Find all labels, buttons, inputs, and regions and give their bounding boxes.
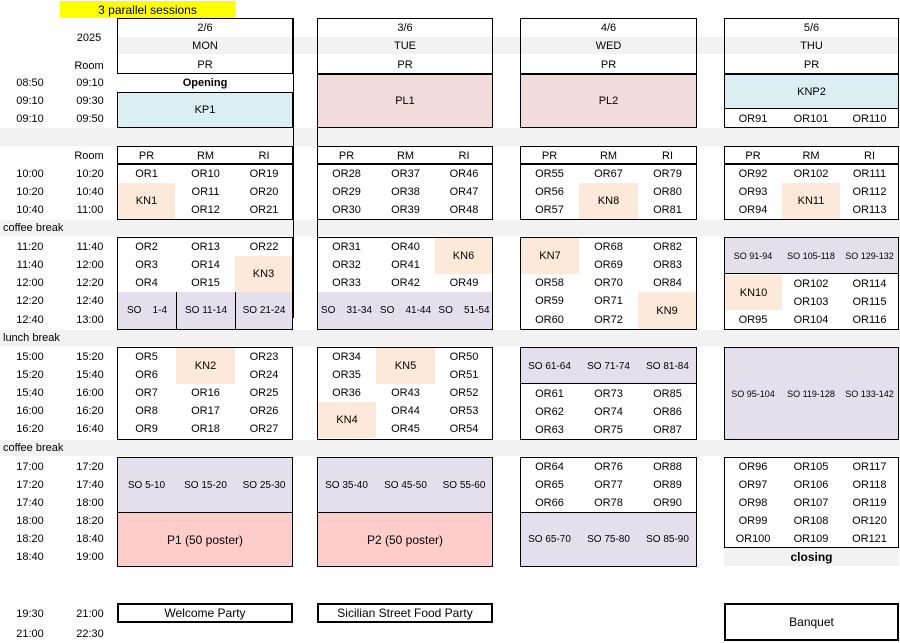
time-start: 10:00	[16, 168, 44, 180]
cell: OR50	[449, 351, 479, 363]
cell: OR72	[594, 314, 623, 326]
room-rm: RM	[396, 149, 415, 162]
cell: OR85	[653, 388, 682, 400]
cell: OR88	[653, 461, 682, 473]
cell: OR112	[852, 186, 887, 198]
time-start: 18:00	[16, 515, 44, 527]
cell: OR62	[535, 406, 564, 418]
day-date: 3/6	[397, 21, 413, 34]
cell: OR57	[535, 204, 564, 216]
gray-strip	[0, 440, 900, 456]
cell: OR78	[594, 497, 623, 509]
cell: OR8	[135, 405, 158, 417]
time-end: 17:40	[76, 479, 104, 491]
cell: OR45	[391, 423, 420, 435]
so-cell: SO 61-64	[528, 360, 571, 372]
time-start: 11:40	[16, 259, 44, 271]
cell: OR81	[653, 204, 682, 216]
so-cell: SO 71-74	[587, 360, 630, 372]
cell: OR98	[738, 497, 768, 509]
cell: OR119	[852, 497, 887, 509]
p2-poster: P2 (50 poster)	[318, 512, 492, 566]
time-end: 09:30	[76, 95, 104, 107]
so-cell: SO 35-40	[325, 479, 368, 491]
room-ri: RI	[864, 149, 875, 162]
cell: OR43	[391, 387, 420, 399]
so-cell: SO 15-20	[184, 479, 227, 491]
kn6: KN6	[435, 238, 492, 274]
cell: OR121	[852, 532, 887, 545]
room-ri: RI	[662, 149, 673, 162]
time-start: 12:00	[16, 277, 44, 289]
so-cell: SO 1-4	[118, 292, 176, 329]
time-start: 19:30	[16, 608, 44, 620]
pl1: PL1	[317, 74, 493, 128]
so-cell: SO 91-94	[733, 251, 773, 261]
so-cell: SO 65-70	[528, 533, 571, 545]
cell: OR55	[535, 168, 564, 180]
time-start: 11:20	[16, 241, 44, 253]
cell: OR41	[391, 259, 420, 271]
cell: OR65	[535, 479, 564, 491]
cell: OR74	[594, 406, 623, 418]
cell: OR80	[653, 186, 682, 198]
kn10: KN10	[725, 275, 782, 310]
cell: OR32	[332, 259, 361, 271]
cell: OR87	[653, 424, 682, 436]
so-cell: SO 21-24	[235, 292, 292, 329]
cell: OR103	[793, 296, 829, 308]
kn9: KN9	[638, 292, 696, 329]
cell: OR106	[793, 479, 829, 491]
time-end: 12:40	[76, 295, 104, 307]
time-start: 17:00	[16, 461, 44, 473]
cell: OR68	[594, 241, 623, 253]
so-cell: SO 129-132	[845, 251, 894, 261]
cell: OR26	[249, 405, 279, 417]
cell: OR39	[391, 204, 420, 216]
cell: OR13	[191, 241, 220, 253]
cell: OR49	[449, 277, 479, 289]
day-date: 4/6	[600, 21, 617, 34]
coffee-break-label: coffee break	[3, 442, 64, 454]
banquet: Banquet	[724, 603, 899, 641]
cell: OR9	[135, 423, 158, 435]
cell: OR20	[249, 186, 279, 198]
cell: OR104	[793, 314, 829, 326]
time-end: 10:20	[76, 168, 104, 180]
cell: OR47	[449, 186, 479, 198]
pl2: PL2	[520, 74, 697, 128]
cell: OR3	[135, 259, 158, 271]
room-pr: PR	[397, 58, 413, 71]
closing: closing	[724, 548, 899, 566]
cell: OR107	[793, 497, 829, 509]
cell: OR46	[449, 168, 479, 180]
time-start: 15:20	[16, 369, 44, 381]
so-cell: SO 5-10	[127, 479, 166, 491]
cell: OR11	[191, 186, 220, 198]
time-end: 12:00	[76, 259, 104, 271]
day-name: WED	[595, 39, 622, 52]
cell: OR16	[191, 387, 220, 399]
time-end: 09:10	[76, 77, 104, 89]
day-name: MON	[192, 39, 218, 52]
so-cell: SO 41-44	[379, 305, 432, 316]
cell: OR58	[535, 277, 564, 289]
time-start: 18:40	[16, 551, 44, 563]
cell: OR114	[852, 278, 887, 290]
cell: OR30	[332, 204, 361, 216]
cell: OR118	[852, 479, 887, 491]
cell: OR93	[738, 186, 768, 198]
time-end: 18:20	[76, 515, 104, 527]
so-cell: SO 31-34	[320, 305, 373, 316]
time-end: 11:40	[76, 241, 104, 253]
time-end: 18:00	[76, 497, 104, 509]
cell: OR42	[391, 277, 420, 289]
cell: OR97	[738, 479, 768, 491]
cell: OR73	[594, 388, 623, 400]
so-cell: SO 75-80	[587, 533, 630, 545]
lunch-break-label: lunch break	[3, 332, 60, 344]
cell: OR120	[852, 515, 887, 527]
cell: OR59	[535, 295, 564, 307]
room-rm: RM	[599, 149, 618, 162]
time-start: 15:00	[16, 351, 44, 363]
time-start: 17:40	[16, 497, 44, 509]
time-start: 15:40	[16, 387, 44, 399]
cell: OR105	[793, 461, 829, 473]
time-end: 09:50	[76, 113, 104, 125]
day-date: 2/6	[197, 21, 213, 34]
cell: OR17	[191, 405, 220, 417]
time-start: 09:10	[16, 95, 44, 107]
opening: Opening	[182, 77, 228, 89]
cell: OR70	[594, 277, 623, 289]
cell: OR71	[594, 295, 623, 307]
room-pr: PR	[745, 149, 761, 162]
cell: OR22	[249, 241, 279, 253]
so-cell: SO 45-50	[384, 479, 427, 491]
cell: OR60	[535, 314, 564, 326]
cell: OR61	[535, 388, 564, 400]
cell: OR66	[535, 497, 564, 509]
cell: OR25	[249, 387, 279, 399]
time-end: 15:20	[76, 351, 104, 363]
so-cell: SO 25-30	[242, 479, 286, 491]
cell: OR36	[332, 387, 361, 399]
kn7: KN7	[521, 238, 579, 274]
room-pr: PR	[541, 149, 558, 162]
kn8: KN8	[579, 183, 638, 219]
cell: OR95	[738, 314, 768, 326]
cell: OR91	[738, 112, 768, 125]
time-start: 10:20	[16, 186, 44, 198]
cell: OR21	[249, 204, 279, 216]
cell: OR110	[852, 112, 887, 125]
cell: OR2	[135, 241, 158, 253]
kn11: KN11	[782, 183, 840, 219]
cell: OR108	[793, 515, 829, 527]
cell: OR34	[332, 351, 361, 363]
room-rm: RM	[196, 149, 215, 162]
room-ri: RI	[258, 149, 270, 162]
p1-poster: P1 (50 poster)	[118, 512, 292, 566]
cell: OR15	[191, 277, 220, 289]
cell: OR82	[653, 241, 682, 253]
cell: OR76	[594, 461, 623, 473]
day-name: TUE	[394, 39, 416, 52]
cell: OR19	[249, 168, 279, 180]
time-end: 16:20	[76, 405, 104, 417]
kp1: KP1	[117, 92, 293, 128]
kn3: KN3	[235, 256, 292, 292]
cell: OR1	[135, 168, 158, 180]
cell: OR86	[653, 406, 682, 418]
gray-strip	[0, 330, 900, 346]
day-date: 5/6	[803, 21, 820, 34]
room-pr: PR	[600, 58, 617, 71]
room-pr: PR	[197, 58, 213, 71]
room-ri: RI	[458, 149, 470, 162]
cell: OR109	[793, 532, 829, 545]
time-end: 18:40	[76, 533, 104, 545]
gray-strip	[0, 128, 900, 146]
cell: OR56	[535, 186, 564, 198]
cell: OR53	[449, 405, 479, 417]
kn4: KN4	[318, 402, 376, 438]
cell: OR69	[594, 259, 623, 271]
so-cell: SO 105-118	[787, 251, 835, 261]
street-food-party: Sicilian Street Food Party	[317, 603, 493, 623]
kn1: KN1	[118, 183, 175, 219]
gray-strip	[0, 220, 900, 236]
time-start: 12:40	[16, 314, 44, 326]
so-cell: SO 51-54	[438, 305, 490, 316]
room-rm: RM	[802, 149, 820, 162]
cell: OR116	[852, 314, 887, 326]
cell: OR102	[793, 168, 829, 180]
time-start: 16:00	[16, 405, 44, 417]
room-pr: PR	[803, 58, 820, 71]
time-start: 09:10	[16, 113, 44, 125]
cell: OR51	[449, 369, 479, 381]
time-end: 16:00	[76, 387, 104, 399]
so-cell: SO 133-142	[845, 388, 894, 399]
so-cell: SO 55-60	[442, 479, 486, 491]
day-name: THU	[800, 39, 823, 52]
cell: OR83	[653, 259, 682, 271]
time-end: 16:40	[76, 423, 104, 435]
time-start: 21:00	[16, 628, 44, 640]
time-start: 16:20	[16, 423, 44, 435]
cell: OR12	[191, 204, 220, 216]
cell: OR52	[449, 387, 479, 399]
cell: OR101	[793, 112, 829, 125]
kn2: KN2	[176, 348, 235, 384]
time-start: 18:20	[16, 533, 44, 545]
kn5: KN5	[376, 348, 435, 384]
so-cell: SO 81-84	[646, 360, 689, 372]
cell: OR111	[852, 168, 887, 180]
cell: OR84	[653, 277, 682, 289]
cell: OR28	[332, 168, 361, 180]
so-cell: SO 95-104	[731, 388, 775, 399]
room-label-2: Room	[74, 150, 104, 162]
cell: OR63	[535, 424, 564, 436]
cell: OR27	[249, 423, 279, 435]
cell: OR5	[135, 351, 158, 363]
time-start: 12:20	[16, 295, 44, 307]
cell: OR48	[449, 204, 479, 216]
cell: OR38	[391, 186, 420, 198]
time-end: 22:30	[76, 628, 104, 640]
cell: OR4	[135, 277, 158, 289]
cell: OR40	[391, 241, 420, 253]
year-label: 2025	[76, 32, 102, 44]
so-cell: SO 119-128	[787, 388, 835, 399]
time-start: 17:20	[16, 479, 44, 491]
time-end: 11:00	[76, 204, 104, 216]
cell: OR35	[332, 369, 361, 381]
cell: OR115	[852, 296, 887, 308]
cell: OR29	[332, 186, 361, 198]
cell: OR113	[852, 204, 887, 216]
coffee-break-label: coffee break	[3, 222, 64, 234]
cell: OR90	[653, 497, 682, 509]
time-end: 19:00	[76, 551, 104, 563]
cell: OR6	[135, 369, 158, 381]
cell: OR67	[594, 168, 623, 180]
cell: OR64	[535, 461, 564, 473]
time-end: 12:20	[76, 277, 104, 289]
cell: OR96	[738, 461, 768, 473]
cell: OR77	[594, 479, 623, 491]
room-pr: PR	[138, 149, 155, 162]
cell: OR14	[191, 259, 220, 271]
cell: OR31	[332, 241, 361, 253]
time-end: 15:40	[76, 369, 104, 381]
cell: OR18	[191, 423, 220, 435]
time-end: 10:40	[76, 186, 104, 198]
so-cell: SO 11-14	[176, 292, 235, 329]
cell: OR89	[653, 479, 682, 491]
cell: OR54	[449, 423, 479, 435]
column-divider	[293, 18, 294, 318]
room-label: Room	[74, 60, 104, 72]
cell: OR117	[852, 461, 887, 473]
cell: OR102	[793, 278, 829, 290]
so-cell: SO 85-90	[646, 533, 689, 545]
time-start: 10:40	[16, 204, 44, 216]
time-start: 08:50	[16, 77, 44, 89]
cell: OR92	[738, 168, 768, 180]
cell: OR24	[249, 369, 279, 381]
cell: OR75	[594, 424, 623, 436]
cell: OR94	[738, 204, 768, 216]
time-end: 13:00	[76, 314, 104, 326]
time-end: 17:20	[76, 461, 104, 473]
cell: OR23	[249, 351, 279, 363]
cell: OR99	[738, 515, 768, 527]
cell: OR44	[391, 405, 420, 417]
cell: OR37	[391, 168, 420, 180]
room-pr: PR	[338, 149, 355, 162]
cell: OR7	[135, 387, 158, 399]
welcome-party: Welcome Party	[117, 603, 293, 623]
cell: OR33	[332, 277, 361, 289]
cell: OR79	[653, 168, 682, 180]
cell: OR10	[191, 168, 220, 180]
banner: 3 parallel sessions	[60, 1, 235, 18]
cell: OR100	[735, 532, 771, 545]
time-end: 21:00	[76, 608, 104, 620]
knp2: KNP2	[725, 75, 898, 109]
